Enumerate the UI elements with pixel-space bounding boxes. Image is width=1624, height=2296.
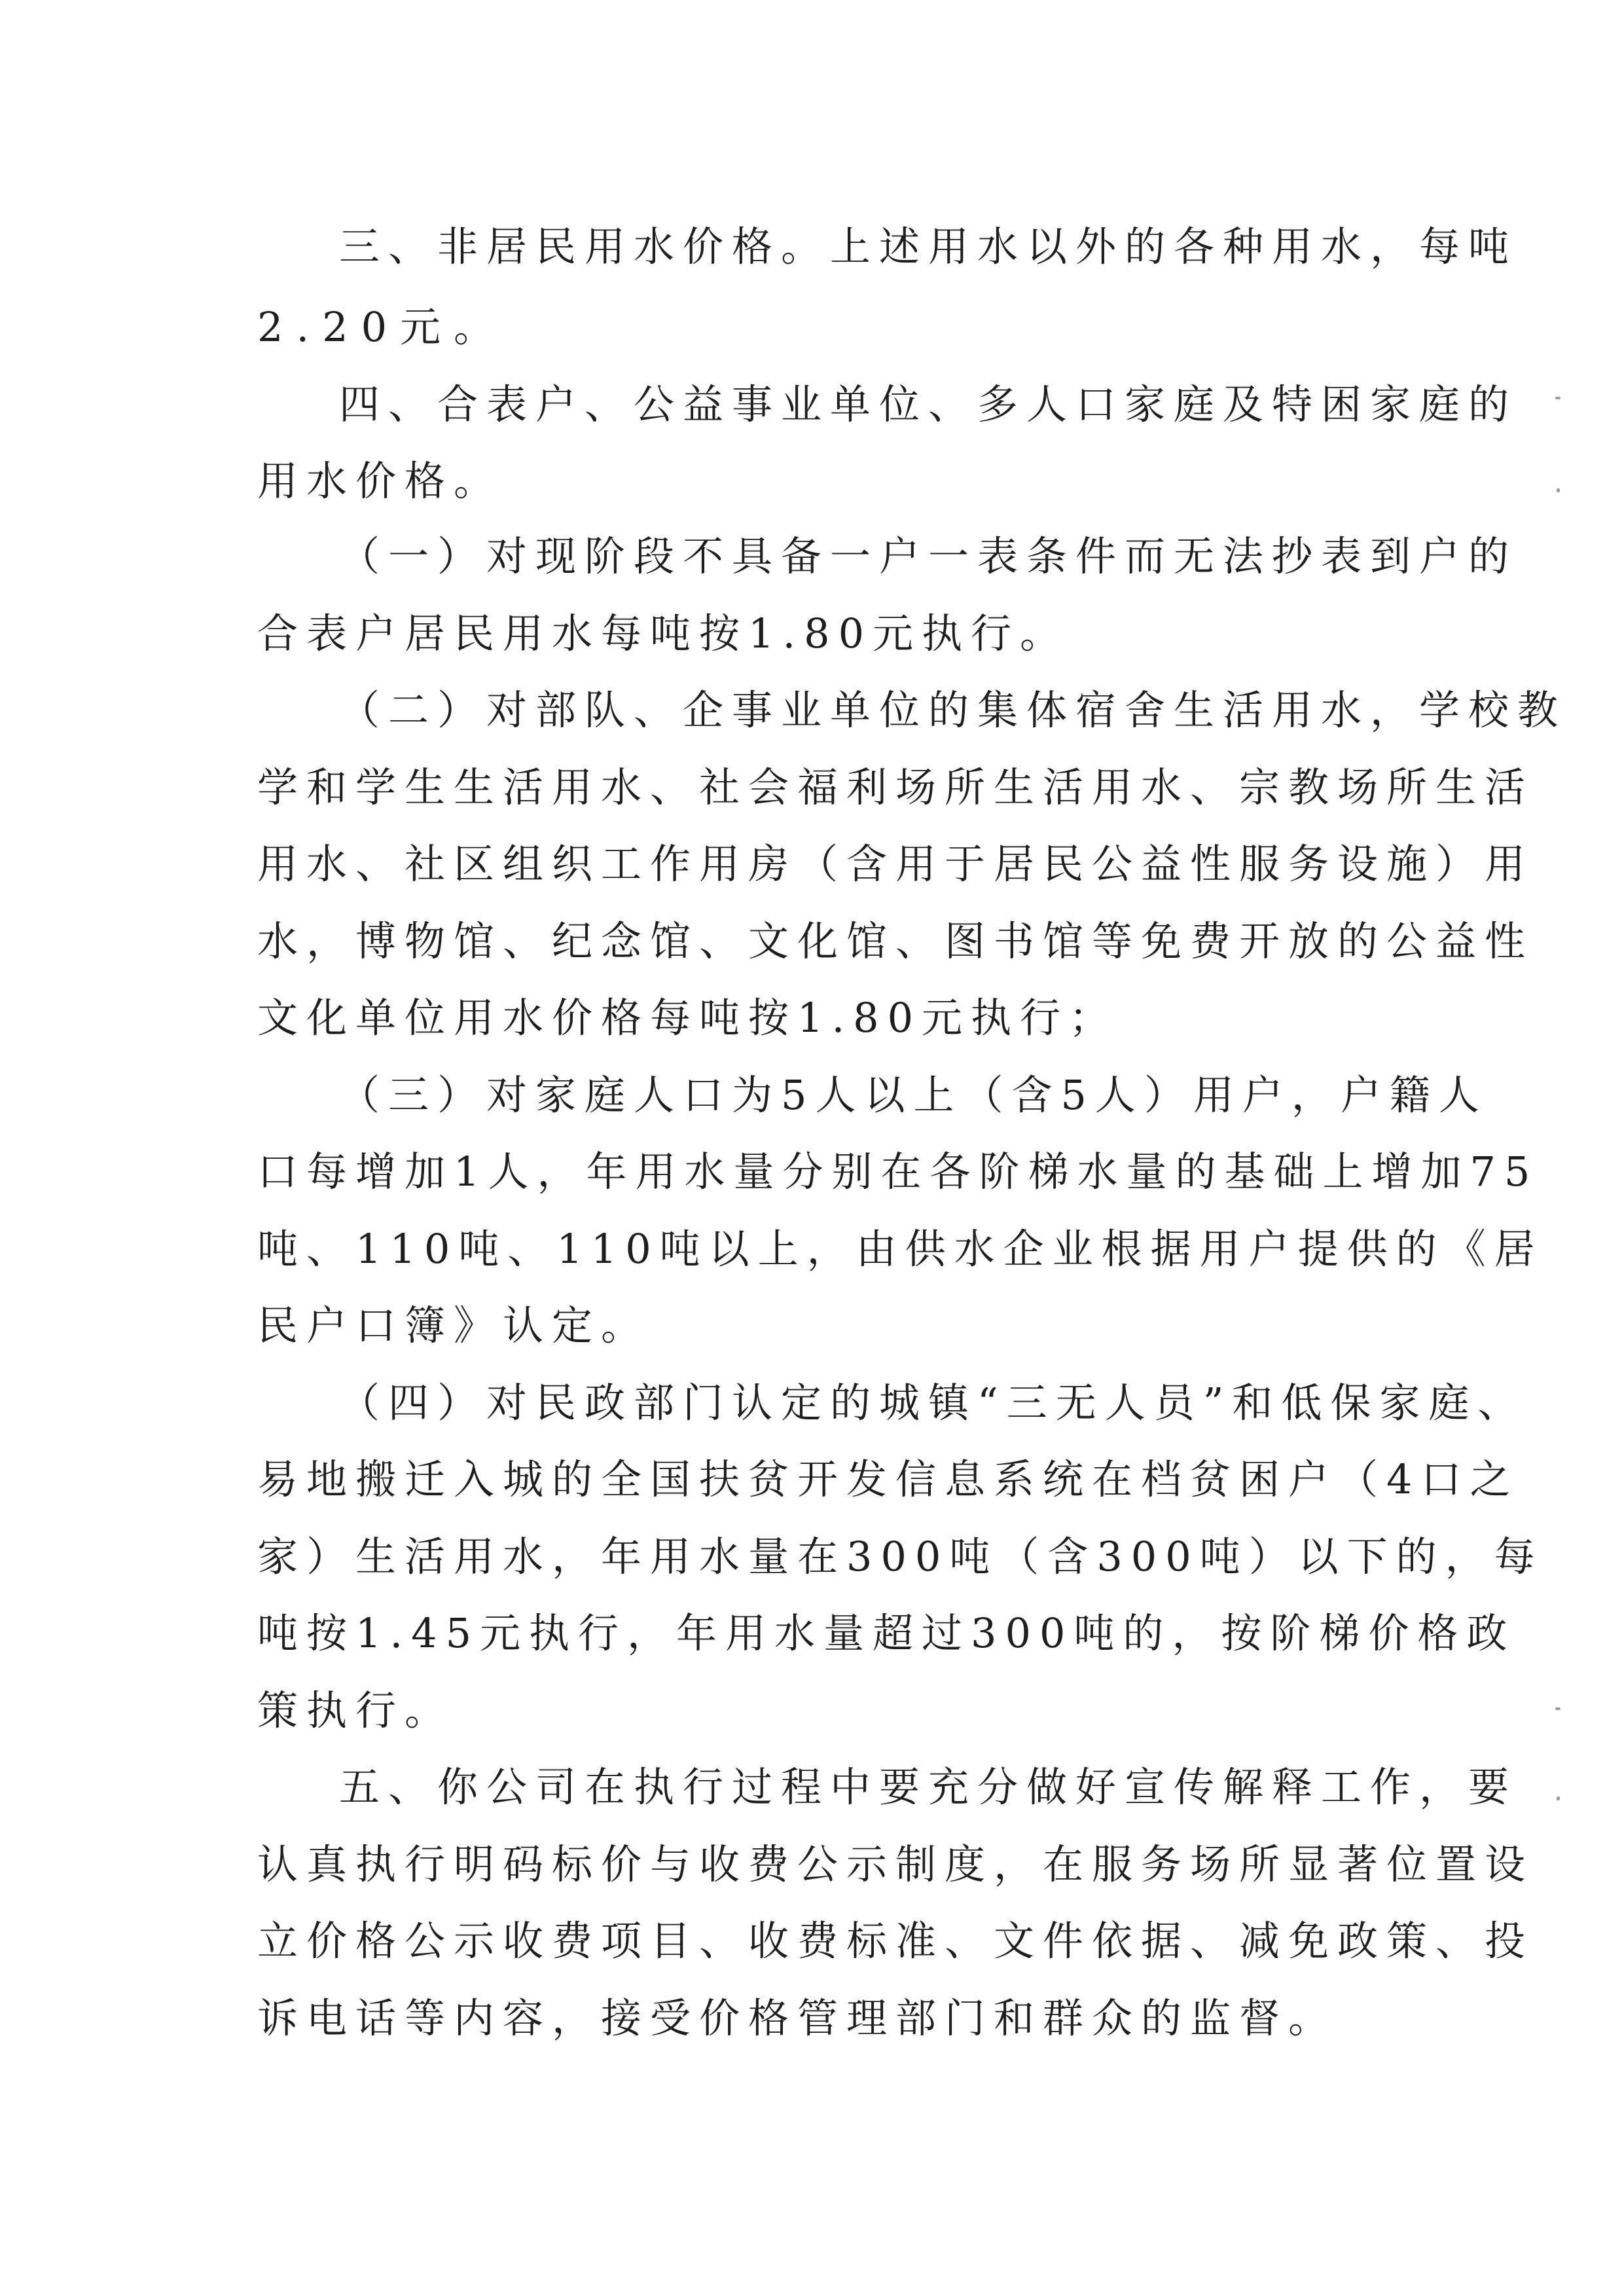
text-line-13: 口每增加1人，年用水量分别在各阶梯水量的基础上增加75	[257, 1148, 1539, 1195]
text-line-23: 立价格公示收费项目、收费标准、文件依据、减免政策、投	[257, 1917, 1534, 1965]
text-line-15: 民户口簿》认定。	[257, 1302, 651, 1349]
text-line-10: 水，博物馆、纪念馆、文化馆、图书馆等免费开放的公益性	[257, 917, 1534, 965]
text-line-16: （四）对民政部门认定的城镇“三无人员”和低保家庭、	[339, 1379, 1527, 1427]
text-line-20: 策执行。	[257, 1686, 454, 1734]
text-line-7: （二）对部队、企事业单位的集体宿舍生活用水，学校教	[339, 686, 1567, 734]
scan-speck	[1557, 488, 1560, 492]
text-line-2: 2.20元。	[257, 303, 508, 351]
text-line-5: （一）对现阶段不具备一户一表条件而无法抄表到户的	[339, 532, 1518, 580]
text-line-8: 学和学生生活用水、社会福利场所生活用水、宗教场所生活	[257, 763, 1534, 811]
text-line-21: 五、你公司在执行过程中要充分做好宣传解释工作，要	[339, 1763, 1518, 1811]
text-line-19: 吨按1.45元执行，年用水量超过300吨的，按阶梯价格政	[257, 1609, 1516, 1657]
text-line-4: 用水价格。	[257, 457, 503, 505]
text-line-17: 易地搬迁入城的全国扶贫开发信息系统在档贫困户（4口之	[257, 1455, 1519, 1503]
text-line-22: 认真执行明码标价与收费公示制度，在服务场所显著位置设	[257, 1840, 1534, 1888]
scan-speck	[1557, 1796, 1560, 1800]
text-line-6: 合表户居民用水每吨按1.80元执行。	[257, 610, 1070, 657]
text-line-1: 三、非居民用水价格。上述用水以外的各种用水，每吨	[339, 223, 1518, 270]
text-line-18: 家）生活用水，年用水量在300吨（含300吨）以下的，每	[257, 1533, 1543, 1580]
text-line-14: 吨、110吨、110吨以上，由供水企业根据用户提供的《居	[257, 1225, 1543, 1273]
scan-speck	[1555, 397, 1561, 399]
scan-speck	[1555, 1707, 1561, 1710]
text-line-24: 诉电话等内容，接受价格管理部门和群众的监督。	[257, 1994, 1338, 2042]
text-line-9: 用水、社区组织工作用房（含用于居民公益性服务设施）用	[257, 840, 1534, 888]
text-line-12: （三）对家庭人口为5人以上（含5人）用户，户籍人	[339, 1071, 1488, 1119]
text-line-11: 文化单位用水价格每吨按1.80元执行；	[257, 994, 1119, 1042]
text-line-3: 四、合表户、公益事业单位、多人口家庭及特困家庭的	[339, 380, 1518, 428]
